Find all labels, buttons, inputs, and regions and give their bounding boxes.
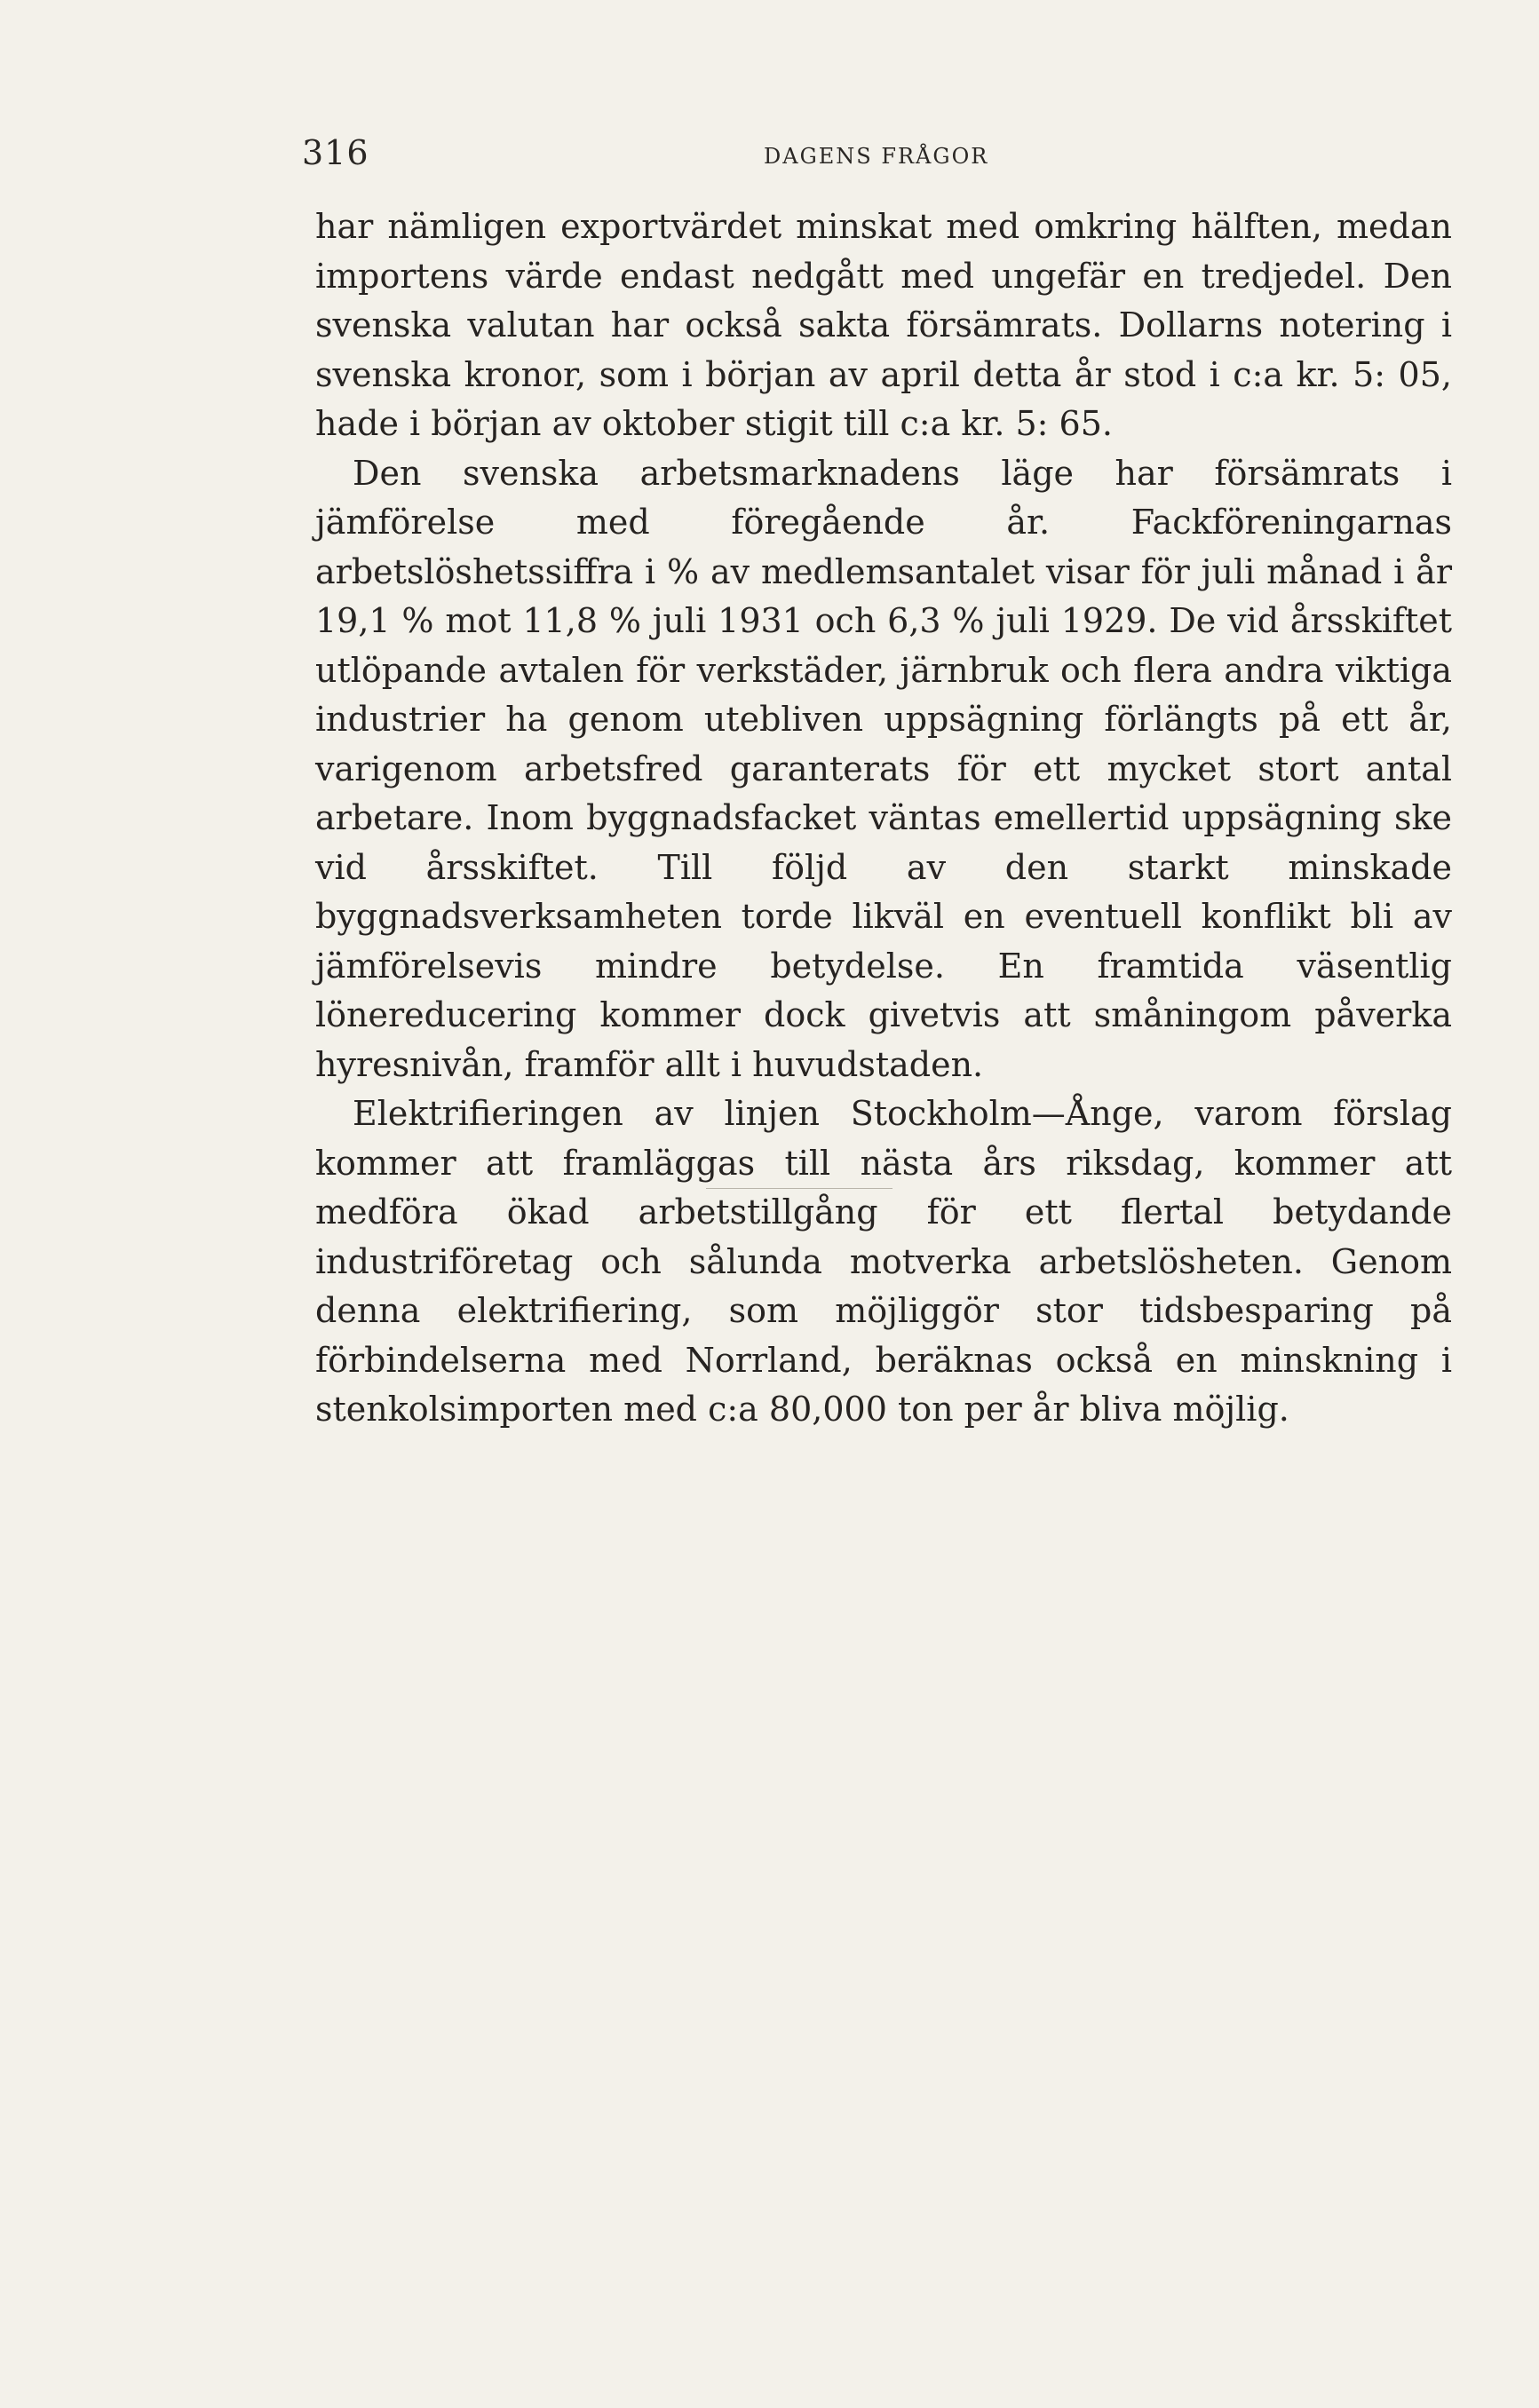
paragraph-electrification: Elektrifieringen av linjen Stockholm—Ånge, varom förslag kommer att framläggas till nästa års riksdag, kommer att medföra ökad arbetstillgång för ett flertal betydande industriföretag och sålunda motverka arbetslösheten. Genom denna elektrifiering, som möjliggör stor tidsbesparing på förbindelserna med Norrland, beräknas också en minskning i stenkolsimporten med c:a 80,000 ton per år bliva möjlig.	[315, 1094, 1452, 1429]
running-head	[302, 133, 1199, 186]
paragraph-currency: har nämligen exportvärdet minskat med omkring hälften, medan importens värde endast nedgått med ungefär en tredjedel. Den svenska valutan har också sakta försämrats. Dollarns notering i svenska kronor, som i början av april detta år stod i c:a kr. 5: 05, hade i början av oktober stigit till c:a kr. 5: 65.	[315, 207, 1452, 443]
page-number: 316	[302, 133, 369, 172]
body-text	[315, 202, 1452, 1435]
running-title: DAGENS FRÅGOR	[764, 144, 989, 169]
section-end-rule	[706, 1188, 892, 1189]
paragraph-labour-market: Den svenska arbetsmarknadens läge har försämrats i jämförelse med föregående år. Fackföreningarnas arbetslöshetssiffra i % av medlemsantalet visar för juli månad i år 19,1 % mot 11,8 % juli 1931 och 6,3 % juli 1929. De vid årsskiftet utlöpande avtalen för verkstäder, järnbruk och flera andra viktiga industrier ha genom utebliven uppsägning förlängts på ett år, varigenom arbetsfred garanterats för ett mycket stort antal arbetare. Inom byggnadsfacket väntas emellertid uppsägning ske vid årsskiftet. Till följd av den starkt minskade byggnadsverksamheten torde likväl en eventuell konflikt bli av jämförelsevis mindre betydelse. En framtida väsentlig lönereducering kommer dock givetvis att småningom påverka hyresnivån, framför allt i huvudstaden.	[315, 453, 1452, 1084]
